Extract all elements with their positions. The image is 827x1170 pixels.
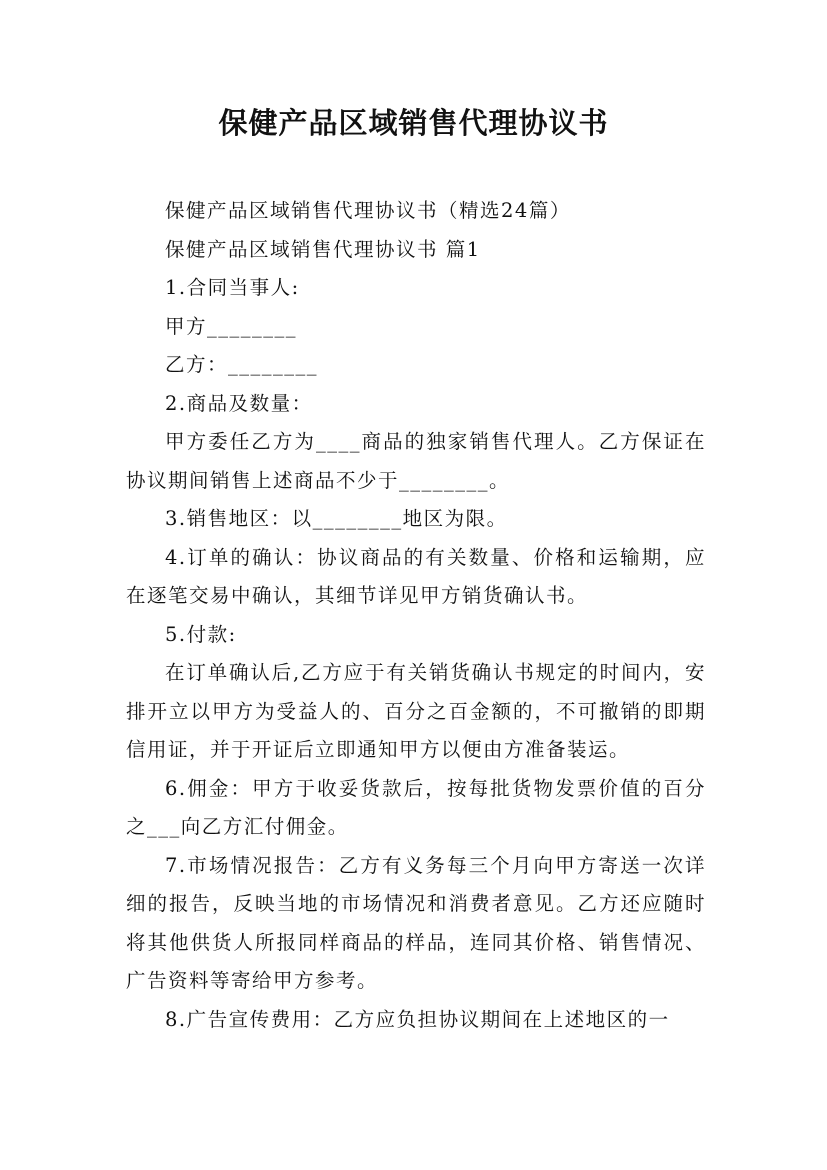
paragraph-clause-2: 2.商品及数量： bbox=[165, 391, 313, 415]
paragraph-clause-3: 3.销售地区：以________地区为限。 bbox=[165, 507, 508, 530]
paragraph-clause-7: 7.市场情况报告：乙方有义务每三个月向甲方寄送一次详细的报告，反映当地的市场情况和消费者意见。乙方还应随时将其他供货人所报同样商品的样品，连同其价格、销售情况、广告资料等寄给甲方参考。 bbox=[126, 853, 706, 992]
paragraph-party-a: 甲方________ bbox=[165, 314, 298, 338]
paragraph-clause-4: 4.订单的确认：协议商品的有关数量、价格和运输期，应在逐笔交易中确认，其细节详见甲方销货确认书。 bbox=[126, 545, 706, 607]
document-body bbox=[126, 192, 706, 1039]
paragraph-clause-5: 5.付款: bbox=[165, 622, 237, 646]
paragraph-clause-2-body: 甲方委任乙方为____商品的独家销售代理人。乙方保证在协议期间销售上述商品不少于________。 bbox=[126, 430, 706, 492]
paragraph-clause-8: 8.广告宣传费用：乙方应负担协议期间在上述地区的一 bbox=[165, 1007, 670, 1031]
paragraph-clause-6: 6.佣金：甲方于收妥货款后，按每批货物发票价值的百分之___向乙方汇付佣金。 bbox=[126, 776, 706, 838]
paragraph-subtitle: 保健产品区域销售代理协议书（精选24篇） bbox=[165, 199, 571, 222]
paragraph-party-b: 乙方：________ bbox=[165, 353, 319, 376]
paragraph-section-heading: 保健产品区域销售代理协议书 篇1 bbox=[165, 237, 481, 261]
paragraph-clause-1: 1.合同当事人: bbox=[165, 276, 300, 299]
paragraph-clause-5-body: 在订单确认后,乙方应于有关销货确认书规定的时间内，安排开立以甲方为受益人的、百分之百金额的，不可撤销的即期信用证，并于开证后立即通知甲方以便由方准备装运。 bbox=[126, 661, 706, 761]
document-title: 保健产品区域销售代理协议书 bbox=[218, 106, 609, 140]
